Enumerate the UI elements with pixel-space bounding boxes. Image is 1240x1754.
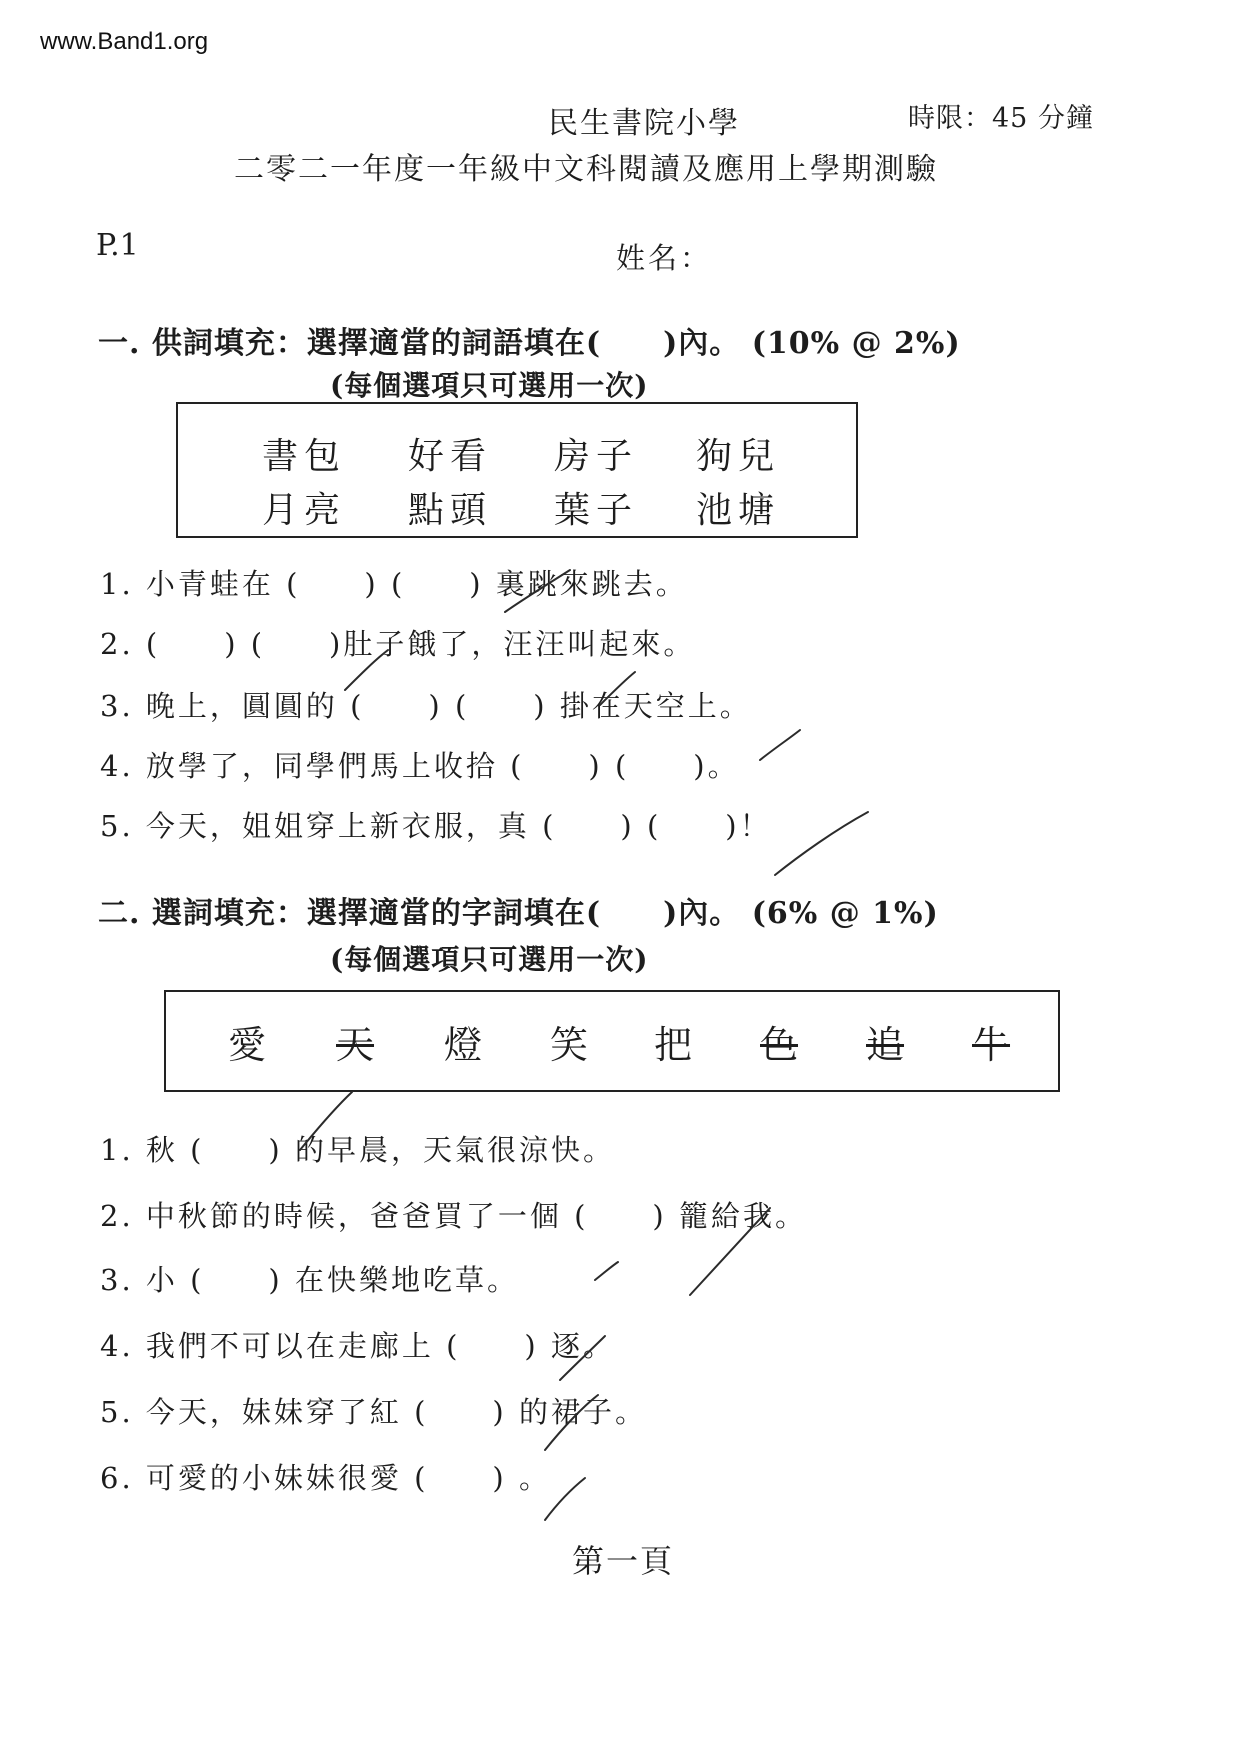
- exam-title: 二零二一年度一年級中文科閱讀及應用上學期測驗: [234, 152, 938, 187]
- question-item: 2. 中秋節的時候，爸爸買了一個 ( ) 籠給我。: [100, 1199, 807, 1233]
- question-item: 4. 放學了，同學們馬上收拾 ( ) ( )。: [100, 749, 740, 783]
- character-option: 色: [760, 1023, 799, 1067]
- name-field-label: 姓名：: [616, 241, 713, 275]
- school-name: 民生書院小學: [548, 106, 740, 141]
- question-item: 4. 我們不可以在走廊上 ( ) 逐。: [100, 1329, 615, 1363]
- watermark: www.Band1.org: [40, 28, 209, 55]
- time-limit: 時限：45 分鐘: [908, 103, 1094, 134]
- word-option: 池塘: [696, 490, 781, 531]
- page-number: 第一頁: [572, 1542, 675, 1580]
- word-option: 房子: [554, 436, 639, 477]
- question-item: 1. 小青蛙在 ( ) ( ) 裏跳來跳去。: [100, 567, 688, 601]
- question-item: 5. 今天，妹妹穿了紅 ( ) 的裙子。: [100, 1395, 647, 1429]
- character-option: 牛: [972, 1023, 1011, 1067]
- character-option: 天: [336, 1023, 375, 1067]
- word-option: 書包: [262, 436, 347, 477]
- word-option: 月亮: [262, 490, 347, 531]
- question-item: 1. 秋 ( ) 的早晨，天氣很涼快。: [100, 1133, 615, 1167]
- character-option: 笑: [550, 1023, 589, 1067]
- section1-note: (每個選項只可選用一次): [330, 369, 649, 402]
- word-option: 好看: [408, 436, 493, 477]
- word-option: 點頭: [408, 490, 493, 531]
- question-item: 3. 晚上，圓圓的 ( ) ( ) 掛在天空上。: [100, 689, 752, 723]
- question-item: 6. 可愛的小妹妹很愛 ( ) 。: [100, 1461, 551, 1495]
- section1-title: 一. 供詞填充：選擇適當的詞語填在( )內。 (10% @ 2%): [98, 326, 961, 361]
- character-option: 燈: [444, 1023, 483, 1067]
- character-bank-box: [164, 990, 1060, 1092]
- question-item: 3. 小 ( ) 在快樂地吃草。: [100, 1263, 519, 1297]
- class-label: P.1: [96, 228, 139, 263]
- question-item: 5. 今天，姐姐穿上新衣服，真 ( ) ( )！: [100, 809, 772, 843]
- character-option: 追: [866, 1023, 905, 1067]
- word-option: 葉子: [554, 490, 639, 531]
- section2-title: 二. 選詞填充：選擇適當的字詞填在( )內。 (6% @ 1%): [98, 896, 939, 931]
- question-item: 2. ( ) ( )肚子餓了，汪汪叫起來。: [100, 627, 696, 661]
- section2-note: (每個選項只可選用一次): [330, 943, 649, 976]
- character-option: 把: [654, 1023, 693, 1067]
- word-option: 狗兒: [696, 436, 781, 477]
- character-option: 愛: [228, 1023, 267, 1067]
- word-bank-box: [176, 402, 858, 538]
